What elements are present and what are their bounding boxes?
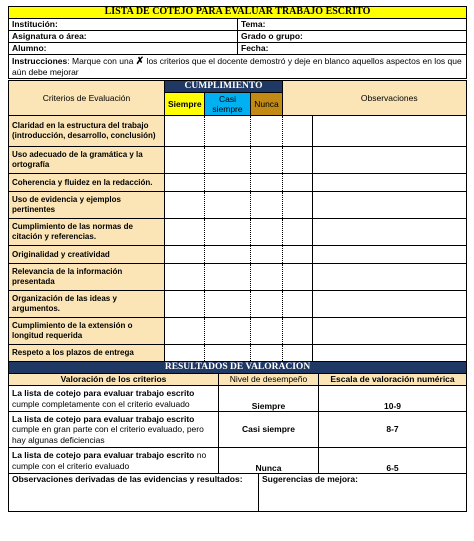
- table-row: [9, 147, 467, 174]
- observaciones-cell[interactable]: [313, 147, 467, 174]
- criterion-label: Relevancia de la información presentada: [9, 264, 165, 291]
- observaciones-cell[interactable]: [313, 219, 467, 246]
- observaciones-cell[interactable]: [313, 174, 467, 192]
- nivel-cell: Siempre: [219, 386, 319, 412]
- criterion-label: Organización de las ideas y argumentos.: [9, 291, 165, 318]
- sugerencias-field[interactable]: Sugerencias de mejora:: [259, 474, 467, 512]
- table-row: [9, 246, 467, 264]
- instructions: [9, 55, 467, 79]
- table-row: [9, 174, 467, 192]
- nunca-cell[interactable]: [251, 264, 283, 291]
- criterios-header: Criterios de Evaluación: [9, 81, 165, 116]
- escala-cell: 10-9: [319, 386, 467, 412]
- table-row: [9, 291, 467, 318]
- criterion-label: Claridad en la estructura del trabajo (introducción, desarrollo, conclusión): [9, 116, 165, 147]
- casi-siempre-cell[interactable]: [205, 246, 251, 264]
- siempre-cell[interactable]: [165, 246, 205, 264]
- results-table: [8, 361, 467, 474]
- siempre-header: Siempre: [165, 93, 205, 116]
- nivel-cell: Casi siempre: [219, 412, 319, 448]
- table-row: [9, 345, 467, 362]
- observaciones-field[interactable]: Observaciones derivadas de las evidencias y resultados:: [9, 474, 259, 512]
- escala-cell: 8-7: [319, 412, 467, 448]
- casi-siempre-cell[interactable]: [205, 174, 251, 192]
- resultados-band: RESULTADOS DE VALORACIÓN: [9, 362, 467, 374]
- nivel-header: Nivel de desempeño: [219, 374, 319, 386]
- nunca-cell[interactable]: [251, 219, 283, 246]
- casi-siempre-cell[interactable]: [205, 291, 251, 318]
- siempre-cell[interactable]: [165, 318, 205, 345]
- valoracion-desc: La lista de cotejo para evaluar trabajo escrito no cumple con el criterio evaluado: [9, 448, 219, 474]
- instructions-label: Instrucciones: [12, 55, 68, 66]
- nunca-cell[interactable]: [251, 291, 283, 318]
- tema-field[interactable]: Tema:: [238, 19, 467, 31]
- criterion-label: Coherencia y fluidez en la redacción.: [9, 174, 165, 192]
- alumno-field[interactable]: Alumno:: [9, 43, 238, 55]
- casi-siempre-cell[interactable]: [205, 345, 251, 362]
- criterion-label: Uso de evidencia y ejemplos pertinentes: [9, 192, 165, 219]
- nunca-cell[interactable]: [251, 174, 283, 192]
- criterion-label: Uso adecuado de la gramática y la ortografía: [9, 147, 165, 174]
- criterion-label: Cumplimiento de la extensión o longitud requerida: [9, 318, 165, 345]
- observaciones-cell[interactable]: [313, 246, 467, 264]
- siempre-cell[interactable]: [165, 192, 205, 219]
- checklist-sheet: [8, 6, 466, 512]
- instructions-text-after: los criterios que el docente demostró y deje en blanco aquellos aspectos en los que aún debe mejorar: [12, 55, 462, 77]
- nunca-cell[interactable]: [251, 246, 283, 264]
- cumplimiento-band: CUMPLIMIENTO: [165, 81, 283, 93]
- casi-siempre-cell[interactable]: [205, 264, 251, 291]
- observaciones-cell[interactable]: [313, 318, 467, 345]
- observaciones-cell[interactable]: [313, 192, 467, 219]
- observaciones-cell[interactable]: [313, 291, 467, 318]
- criterion-label: Cumplimiento de las normas de citación y referencias.: [9, 219, 165, 246]
- table-row: [9, 448, 467, 474]
- table-row: [9, 412, 467, 448]
- casi-siempre-cell[interactable]: [205, 192, 251, 219]
- casi-siempre-cell[interactable]: [205, 219, 251, 246]
- fecha-field[interactable]: Fecha:: [238, 43, 467, 55]
- criteria-table: [8, 80, 467, 362]
- siempre-cell[interactable]: [165, 116, 205, 147]
- casi-siempre-cell[interactable]: [205, 318, 251, 345]
- valoracion-desc: La lista de cotejo para evaluar trabajo escrito cumple completamente con el criterio evaluado: [9, 386, 219, 412]
- x-mark-icon: ✗: [135, 55, 145, 67]
- footer-table: [8, 473, 467, 512]
- observaciones-cell[interactable]: [313, 345, 467, 362]
- siempre-cell[interactable]: [165, 264, 205, 291]
- observaciones-cell[interactable]: [313, 116, 467, 147]
- nivel-cell: Nunca: [219, 448, 319, 474]
- nunca-header: Nunca: [251, 93, 283, 116]
- escala-cell: 6-5: [319, 448, 467, 474]
- valoracion-header: Valoración de los criterios: [9, 374, 219, 386]
- nunca-cell[interactable]: [251, 116, 283, 147]
- table-row: [9, 192, 467, 219]
- observaciones-header: Observaciones: [313, 81, 467, 116]
- nunca-cell[interactable]: [251, 192, 283, 219]
- header-table: [8, 6, 467, 79]
- criterion-label: Originalidad y creatividad: [9, 246, 165, 264]
- casi-siempre-cell[interactable]: [205, 116, 251, 147]
- instructions-text-before: : Marque con una: [67, 55, 136, 66]
- casi-siempre-cell[interactable]: [205, 147, 251, 174]
- nunca-cell[interactable]: [251, 345, 283, 362]
- table-row: [9, 318, 467, 345]
- nunca-cell[interactable]: [251, 318, 283, 345]
- observaciones-cell[interactable]: [313, 264, 467, 291]
- siempre-cell[interactable]: [165, 174, 205, 192]
- institucion-field[interactable]: Institución:: [9, 19, 238, 31]
- table-row: [9, 386, 467, 412]
- siempre-cell[interactable]: [165, 345, 205, 362]
- asignatura-field[interactable]: Asignatura o área:: [9, 31, 238, 43]
- criterion-label: Respeto a los plazos de entrega: [9, 345, 165, 362]
- siempre-cell[interactable]: [165, 291, 205, 318]
- grado-field[interactable]: Grado o grupo:: [238, 31, 467, 43]
- escala-header: Escala de valoración numérica: [319, 374, 467, 386]
- nunca-cell[interactable]: [251, 147, 283, 174]
- siempre-cell[interactable]: [165, 147, 205, 174]
- siempre-cell[interactable]: [165, 219, 205, 246]
- table-row: [9, 116, 467, 147]
- table-row: [9, 219, 467, 246]
- table-row: [9, 264, 467, 291]
- page-title: LISTA DE COTEJO PARA EVALUAR TRABAJO ESCRITO: [9, 7, 467, 19]
- valoracion-desc: La lista de cotejo para evaluar trabajo escrito cumple en gran parte con el criterio evaluado, pero hay algunas deficiencias: [9, 412, 219, 448]
- casi-siempre-header: Casi siempre: [205, 93, 251, 116]
